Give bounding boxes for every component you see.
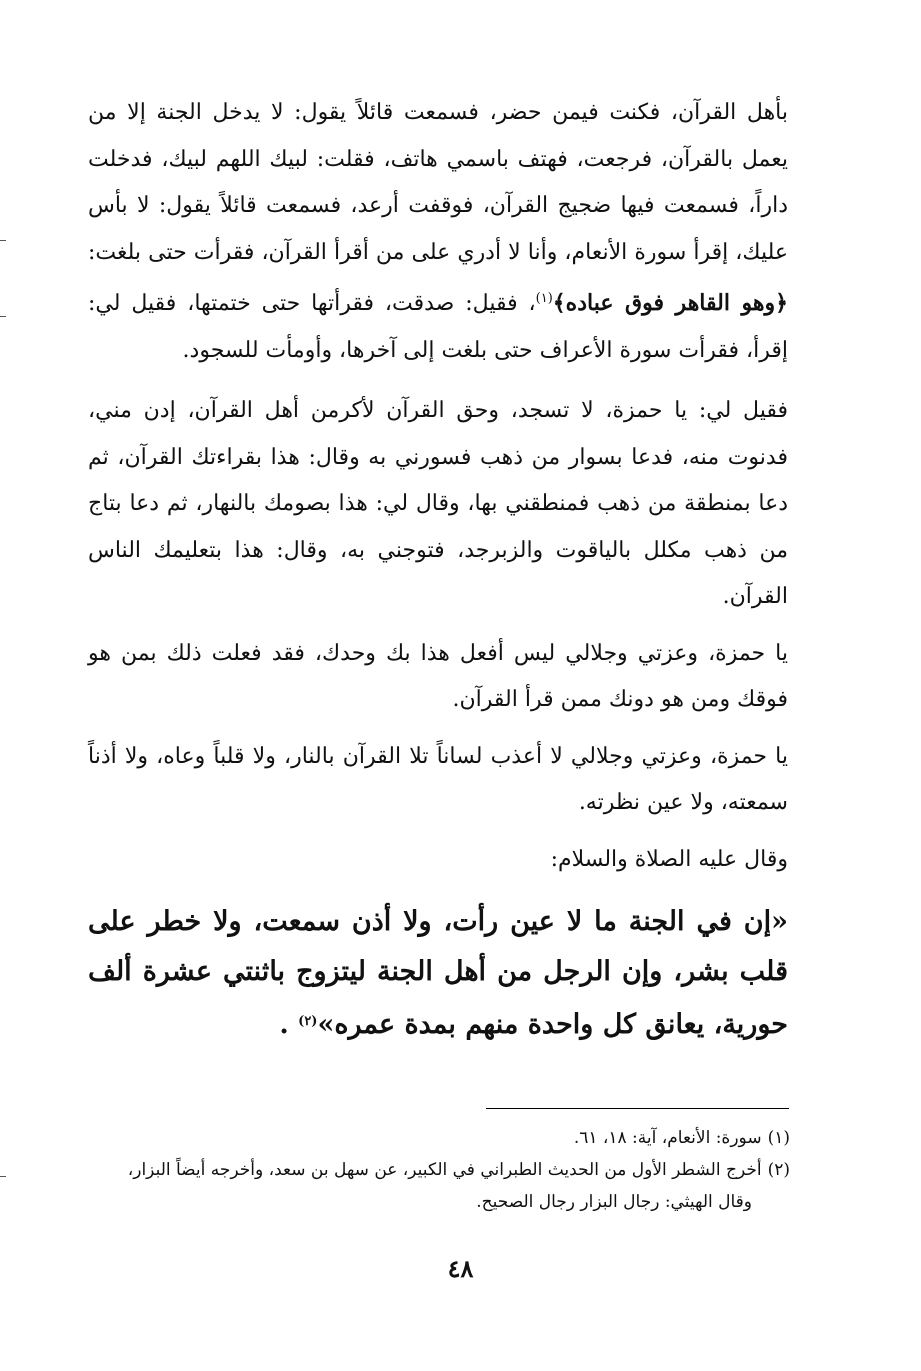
footnote-number: (٢) bbox=[767, 1160, 790, 1180]
scan-edge-mark bbox=[0, 240, 6, 241]
paragraph-1-text-a: بأهل القرآن، فكنت فيمن حضر، فسمعت قائلاً يقول: لا يدخل الجنة إلا من يعمل بالقرآن، فرجعت، فهتف باسمي هاتف، فقلت: لبيك اللهم لبيك، فدخلت داراً، فسمعت فيها ضجيج القرآن، فوقفت أرعد، فسمعت قائلاً يقول: لا بأس عليك، إقرأ سورة الأنعام، وأنا لا أدري على من أقرأ القرآن، فقرأت حتى بلغت: bbox=[88, 100, 788, 265]
paragraph-4: يا حمزة، وعزتي وجلالي لا أعذب لساناً تلا القرآن بالنار، ولا قلباً وعاه، ولا أذناً سمعته، ولا عين نظرته. bbox=[88, 743, 788, 815]
scan-edge-mark bbox=[0, 1176, 6, 1177]
quran-quote: ﴿وهو القاهر فوق عباده﴾ bbox=[552, 290, 789, 316]
footnotes bbox=[88, 1122, 790, 1218]
footnote-1 bbox=[88, 1122, 790, 1154]
footnote-2 bbox=[88, 1154, 790, 1186]
footnote-number: (١) bbox=[767, 1128, 790, 1148]
hadith-quote bbox=[88, 897, 788, 1050]
page-body bbox=[88, 90, 788, 1050]
paragraph-5: وقال عليه الصلاة والسلام: bbox=[550, 846, 788, 872]
footnote-text: أخرج الشطر الأول من الحديث الطبراني في الكبير، عن سهل بن سعد، وأخرجه أيضاً البزار، bbox=[127, 1160, 762, 1180]
footnote-ref-2: (٢) bbox=[298, 1014, 318, 1029]
scan-edge-mark bbox=[0, 316, 6, 317]
footnote-text: سورة: الأنعام، آية: ١٨، ٦١. bbox=[573, 1128, 762, 1148]
footnote-2-continuation: وقال الهيثي: رجال البزار رجال الصحيح. bbox=[476, 1192, 752, 1212]
paragraph-2: فقيل لي: يا حمزة، لا تسجد، وحق القرآن لأكرمن أهل القرآن، إدن مني، فدنوت منه، فدعا بسوار من ذهب فسورني به وقال: هذا بقراءتك القرآن، ثم دعا بمنطقة من ذهب فمنطقني بها، وقال لي: هذا بصومك بالنهار، ثم دعا بتاج من ذهب مكلل بالياقوت والزبرجد، فتوجني به، وقال: هذا بتعليمك الناس القرآن. bbox=[88, 398, 788, 609]
page-number: ٤٨ bbox=[447, 1254, 474, 1283]
hadith-end: . bbox=[279, 1009, 289, 1040]
hadith-text: «إن في الجنة ما لا عين رأت، ولا أذن سمعت، ولا خطر على قلب بشر، وإن الرجل من أهل الجنة ليتزوج باثنتي عشرة ألف حورية، يعانق كل واحدة منهم بمدة عمره» bbox=[88, 906, 788, 1040]
paragraph-1 bbox=[88, 90, 788, 374]
footnote-divider bbox=[486, 1108, 789, 1109]
paragraph-1-text-b: ، فقيل: صدقت، فقرأتها حتى ختمتها، فقيل لي: إقرأ، فقرأت سورة الأعراف حتى بلغت إلى آخرها، وأومأت للسجود. bbox=[88, 291, 788, 363]
footnote-ref-1: (١) bbox=[535, 291, 553, 306]
paragraph-3: يا حمزة، وعزتي وجلالي ليس أفعل هذا بك وحدك، فقد فعلت ذلك بمن هو فوقك ومن هو دونك ممن قرأ القرآن. bbox=[88, 640, 788, 712]
